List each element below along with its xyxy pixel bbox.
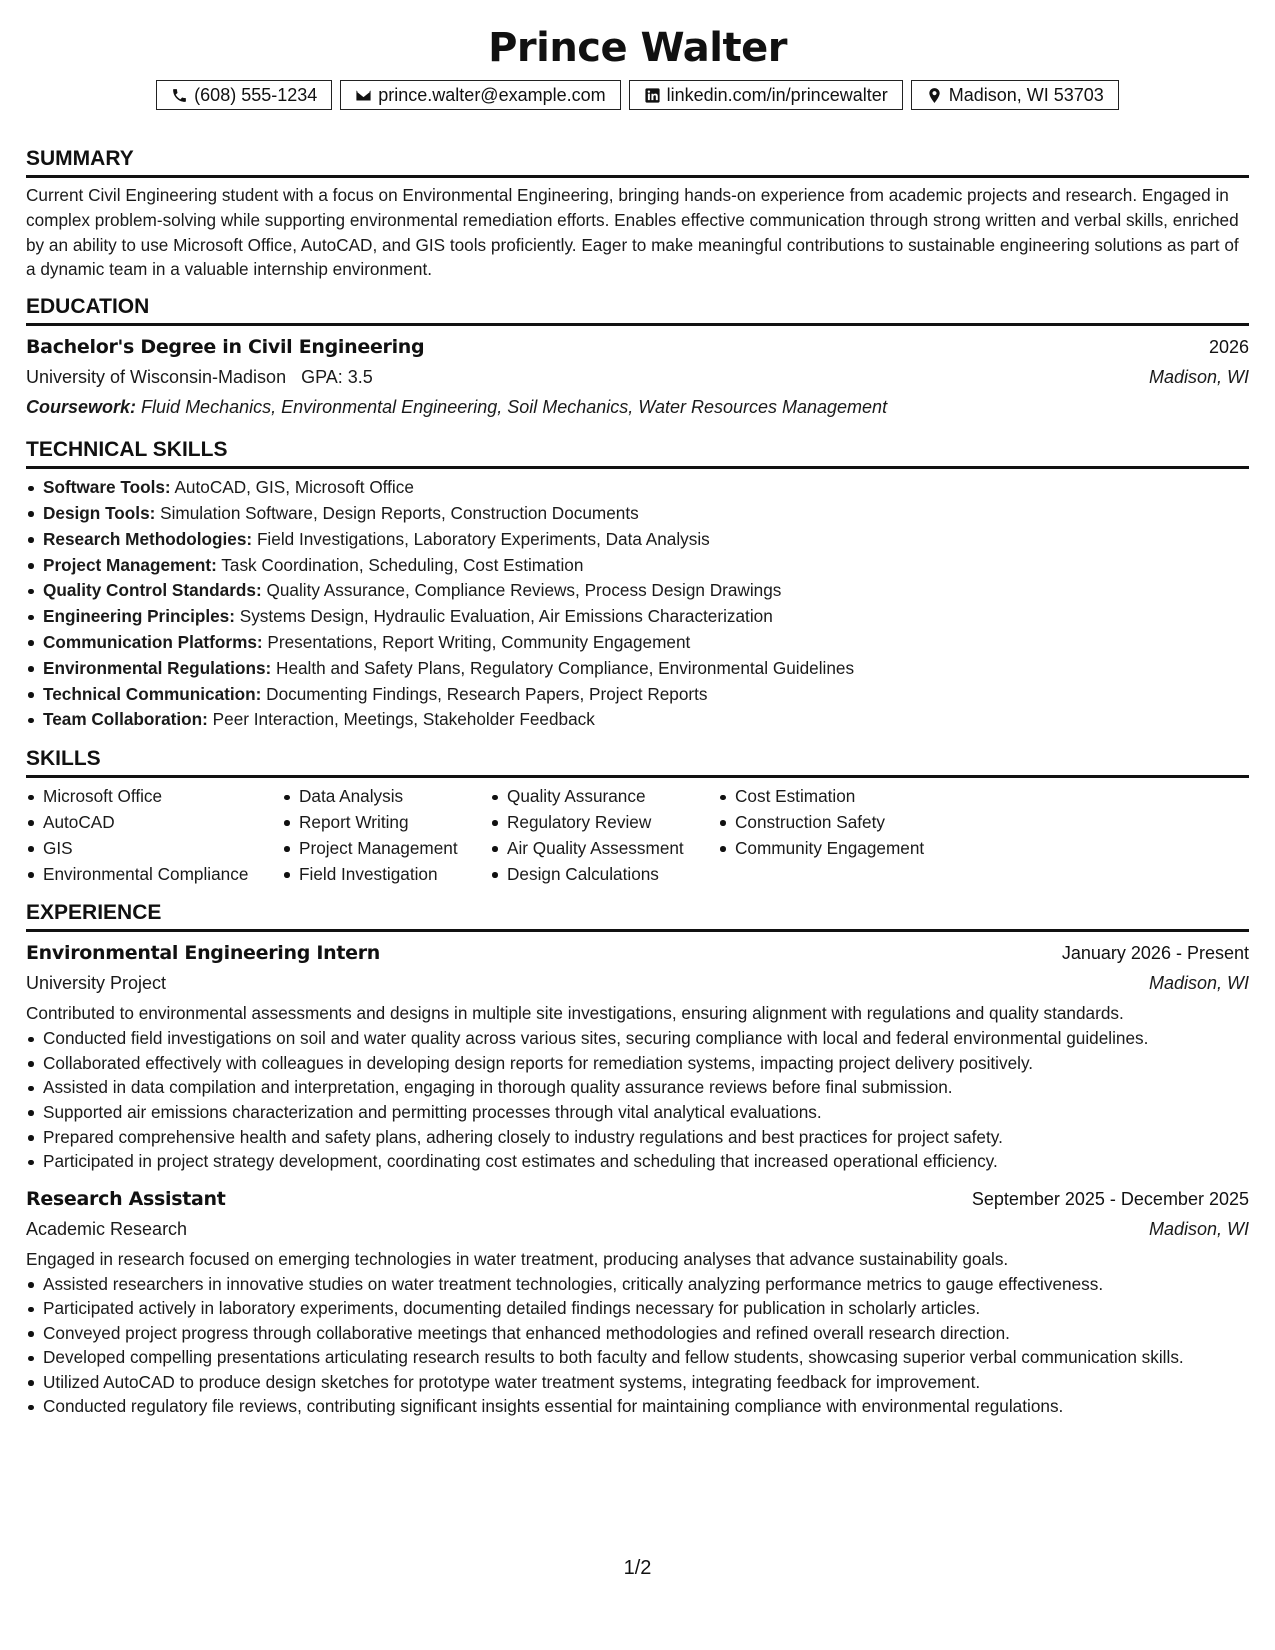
job-bullet: Assisted researchers in innovative studies on water treatment technologies, critically analyzing performance metrics to gauge effectiveness. — [26, 1272, 1249, 1297]
job-bullet: Collaborated effectively with colleagues in developing design reports for remediation systems, impacting project delivery positively. — [26, 1051, 1249, 1076]
technical-skill-value: Presentations, Report Writing, Community Engagement — [267, 631, 691, 652]
skill-item: AutoCAD — [26, 810, 282, 836]
map-marker-icon — [926, 87, 943, 104]
gpa: GPA: 3.5 — [301, 367, 373, 388]
location-text: Madison, WI 53703 — [948, 84, 1104, 105]
technical-skill-label: Project Management: — [43, 554, 217, 575]
linkedin-text: linkedin.com/in/princewalter — [666, 84, 888, 105]
technical-skill-item — [26, 656, 1249, 682]
technical-skill-label: Team Collaboration: — [43, 709, 208, 730]
technical-skill-value: AutoCAD, GIS, Microsoft Office — [174, 477, 414, 498]
job-bullet: Participated in project strategy development, coordinating cost estimates and scheduling that increased operational efficiency. — [26, 1149, 1249, 1174]
job-bullet: Prepared comprehensive health and safety plans, adhering closely to industry regulations and best practices for project safety. — [26, 1125, 1249, 1150]
job-bullet: Supported air emissions characterization and permitting processes through vital analytical evaluations. — [26, 1100, 1249, 1125]
section-title-experience: EXPERIENCE — [26, 901, 1249, 932]
technical-skill-item — [26, 578, 1249, 604]
technical-skill-label: Environmental Regulations: — [43, 657, 272, 678]
phone-icon — [171, 87, 188, 104]
education-school-row — [26, 362, 1249, 392]
job-bullet: Participated actively in laboratory experiments, documenting detailed findings necessary for publication in scholarly articles. — [26, 1296, 1249, 1321]
section-title-summary: SUMMARY — [26, 147, 1249, 178]
technical-skill-label: Software Tools: — [43, 477, 171, 498]
job-summary: Engaged in research focused on emerging technologies in water treatment, producing analyses that advance sustainability goals. — [26, 1248, 1009, 1269]
skill-item: GIS — [26, 836, 282, 862]
page-number: 1/2 — [623, 1557, 652, 1579]
envelope-icon — [355, 87, 372, 104]
technical-skill-item — [26, 707, 1249, 733]
skill-item: Air Quality Assessment — [490, 836, 718, 862]
job-org-row — [26, 1214, 1249, 1244]
degree-title: Bachelor's Degree in Civil Engineering — [26, 336, 425, 359]
school-location: Madison, WI — [1148, 367, 1249, 388]
job-bullet: Conveyed project progress through collaborative meetings that enhanced methodologies and refined overall research direction. — [26, 1321, 1249, 1346]
skills-section — [26, 747, 1249, 887]
technical-skill-value: Health and Safety Plans, Regulatory Compliance, Environmental Guidelines — [276, 657, 855, 678]
job-location: Madison, WI — [1148, 973, 1249, 994]
technical-skill-value: Simulation Software, Design Reports, Construction Documents — [160, 502, 639, 523]
job-org-row — [26, 968, 1249, 998]
coursework-line — [26, 392, 1249, 422]
skill-item: Microsoft Office — [26, 784, 282, 810]
job-bullet: Developed compelling presentations articulating research results to both faculty and fellow students, showcasing superior verbal communication skills. — [26, 1345, 1249, 1370]
skills-column — [282, 784, 490, 887]
summary-section — [26, 147, 1249, 282]
school-name: University of Wisconsin-Madison — [26, 367, 287, 388]
skill-item: Design Calculations — [490, 862, 718, 888]
technical-skill-item — [26, 682, 1249, 708]
contact-email[interactable] — [340, 80, 620, 110]
job-title: Research Assistant — [26, 1187, 226, 1210]
job-summary: Contributed to environmental assessments and designs in multiple site investigations, ensuring alignment with regulations and quality standards. — [26, 1003, 1124, 1024]
technical-skill-value: Task Coordination, Scheduling, Cost Estimation — [221, 554, 584, 575]
technical-skills-list — [26, 475, 1249, 733]
technical-skill-label: Quality Control Standards: — [43, 580, 262, 601]
job-bullet: Utilized AutoCAD to produce design sketches for prototype water treatment systems, integrating feedback for improvement. — [26, 1370, 1249, 1395]
summary-text: Current Civil Engineering student with a focus on Environmental Engineering, bringing hands-on experience from academic projects and research. Engaged in complex problem-solving while supporting environmental remediation efforts. Enables effective communication through strong written and verbal skills, enriched by an ability to use Microsoft Office, AutoCAD, and GIS tools proficiently. Eager to make meaningful contributions to sustainable engineering solutions as part of a dynamic team in a valuable internship environment. — [26, 185, 1239, 280]
job-title: Environmental Engineering Intern — [26, 942, 380, 965]
contact-linkedin[interactable] — [629, 80, 903, 110]
linkedin-icon — [644, 87, 661, 104]
section-title-education: EDUCATION — [26, 295, 1249, 326]
section-title-skills: SKILLS — [26, 747, 1249, 778]
job-bullets — [26, 1026, 1249, 1174]
technical-skill-label: Technical Communication: — [43, 683, 262, 704]
skill-item: Cost Estimation — [718, 784, 958, 810]
job-entry-1 — [26, 938, 1249, 1173]
coursework-label: Coursework: — [26, 397, 137, 418]
job-bullet: Conducted field investigations on soil and water quality across various sites, securing compliance with local and federal environmental guidelines. — [26, 1026, 1249, 1051]
candidate-name: Prince Walter — [488, 25, 787, 71]
technical-skill-item — [26, 501, 1249, 527]
contact-location[interactable] — [911, 80, 1119, 110]
technical-skill-label: Research Methodologies: — [43, 528, 253, 549]
job-location: Madison, WI — [1148, 1218, 1249, 1239]
job-organization: Academic Research — [26, 1218, 188, 1239]
technical-skill-value: Documenting Findings, Research Papers, Project Reports — [266, 683, 708, 704]
technical-skills-section — [26, 438, 1249, 733]
technical-skill-label: Communication Platforms: — [43, 631, 263, 652]
coursework-list: Fluid Mechanics, Environmental Engineering, Soil Mechanics, Water Resources Management — [141, 397, 888, 418]
job-bullet: Assisted in data compilation and interpretation, engaging in thorough quality assurance reviews before final submission. — [26, 1075, 1249, 1100]
skills-column — [718, 784, 958, 887]
technical-skill-value: Quality Assurance, Compliance Reviews, Process Design Drawings — [266, 580, 782, 601]
technical-skill-value: Peer Interaction, Meetings, Stakeholder Feedback — [212, 709, 595, 730]
job-header-row — [26, 938, 1249, 968]
section-title-technical-skills: TECHNICAL SKILLS — [26, 438, 1249, 469]
technical-skill-value: Field Investigations, Laboratory Experiments, Data Analysis — [256, 528, 710, 549]
phone-text: (608) 555-1234 — [194, 84, 318, 105]
experience-section — [26, 901, 1249, 1419]
skill-item: Regulatory Review — [490, 810, 718, 836]
contact-bar — [26, 80, 1249, 110]
skill-item: Quality Assurance — [490, 784, 718, 810]
technical-skill-label: Engineering Principles: — [43, 606, 235, 627]
skill-item: Data Analysis — [282, 784, 490, 810]
technical-skill-item — [26, 475, 1249, 501]
skill-item: Field Investigation — [282, 862, 490, 888]
skill-item: Environmental Compliance — [26, 862, 282, 888]
skills-column — [26, 784, 282, 887]
school-line — [26, 362, 373, 392]
graduation-year: 2026 — [1208, 337, 1249, 358]
job-header-row — [26, 1184, 1249, 1214]
job-dates: September 2025 - December 2025 — [971, 1188, 1249, 1209]
contact-phone[interactable] — [156, 80, 332, 110]
job-organization: University Project — [26, 973, 167, 994]
technical-skill-label: Design Tools: — [43, 502, 156, 523]
job-bullet: Conducted regulatory file reviews, contributing significant insights essential for maintaining compliance with environmental regulations. — [26, 1394, 1249, 1419]
email-text: prince.walter@example.com — [378, 84, 606, 105]
skill-item: Construction Safety — [718, 810, 958, 836]
technical-skill-value: Systems Design, Hydraulic Evaluation, Air Emissions Characterization — [239, 606, 773, 627]
technical-skill-item — [26, 527, 1249, 553]
education-section — [26, 295, 1249, 422]
skill-item: Project Management — [282, 836, 490, 862]
job-bullets — [26, 1272, 1249, 1420]
technical-skill-item — [26, 630, 1249, 656]
education-degree-row — [26, 332, 1249, 362]
skill-item: Report Writing — [282, 810, 490, 836]
skills-grid — [26, 784, 1249, 887]
skills-column — [490, 784, 718, 887]
job-entry-2 — [26, 1184, 1249, 1419]
skill-item: Community Engagement — [718, 836, 958, 862]
technical-skill-item — [26, 553, 1249, 579]
technical-skill-item — [26, 604, 1249, 630]
job-dates: January 2026 - Present — [1061, 943, 1249, 964]
